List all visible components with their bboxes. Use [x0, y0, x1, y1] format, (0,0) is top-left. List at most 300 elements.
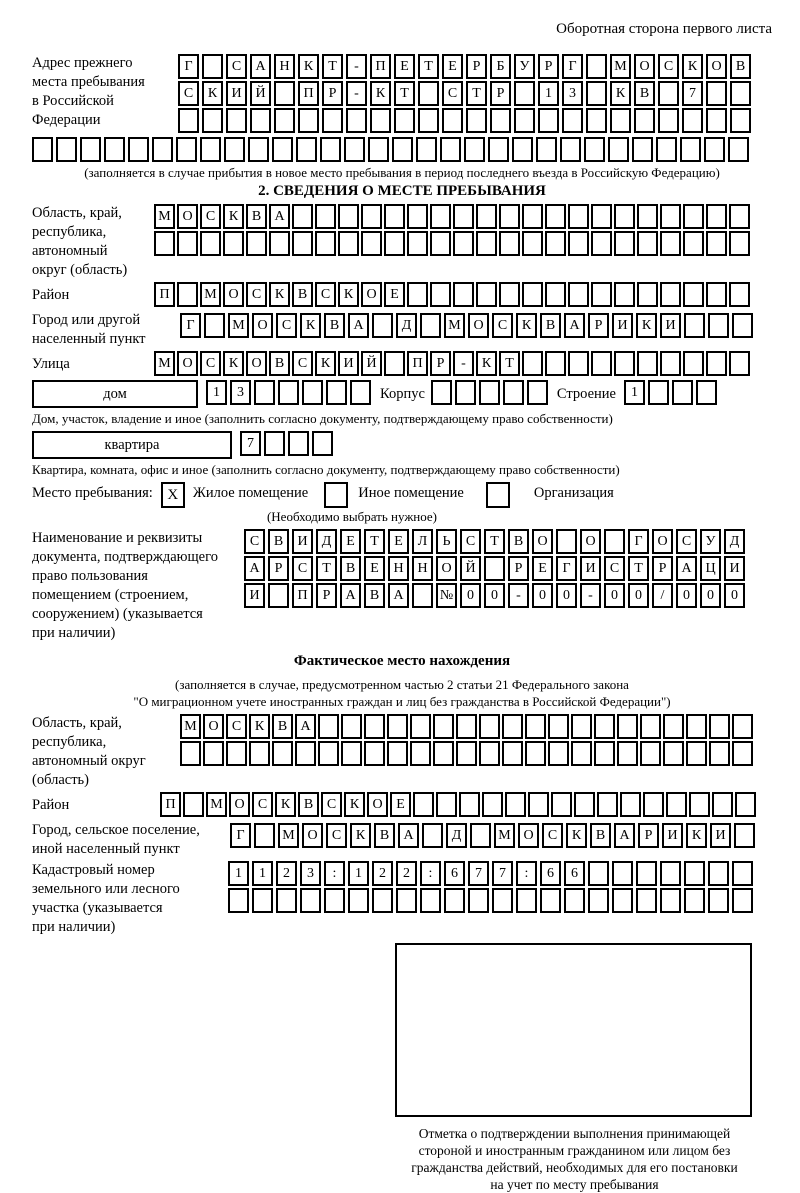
- char-box[interactable]: Р: [322, 81, 343, 106]
- char-box[interactable]: [632, 137, 653, 162]
- char-box[interactable]: К: [476, 351, 497, 376]
- char-box[interactable]: С: [658, 54, 679, 79]
- char-box[interactable]: [586, 108, 607, 133]
- char-box[interactable]: [453, 204, 474, 229]
- char-box[interactable]: [729, 231, 750, 256]
- char-box[interactable]: [488, 137, 509, 162]
- char-box[interactable]: [276, 888, 297, 913]
- char-box[interactable]: [540, 888, 561, 913]
- char-box[interactable]: [466, 108, 487, 133]
- char-box[interactable]: [732, 888, 753, 913]
- char-box[interactable]: [614, 282, 635, 307]
- char-box[interactable]: [538, 108, 559, 133]
- char-box[interactable]: [612, 888, 633, 913]
- char-box[interactable]: 0: [676, 583, 697, 608]
- char-box[interactable]: [709, 741, 730, 766]
- char-box[interactable]: [177, 282, 198, 307]
- char-box[interactable]: [440, 137, 461, 162]
- char-box[interactable]: [684, 888, 705, 913]
- char-box[interactable]: К: [300, 313, 321, 338]
- char-box[interactable]: [708, 888, 729, 913]
- char-box[interactable]: [551, 792, 572, 817]
- char-box[interactable]: [568, 231, 589, 256]
- char-box[interactable]: [318, 714, 339, 739]
- char-box[interactable]: [420, 888, 441, 913]
- char-box[interactable]: [384, 204, 405, 229]
- char-box[interactable]: [730, 81, 751, 106]
- char-box[interactable]: [732, 714, 753, 739]
- char-box[interactable]: Е: [532, 556, 553, 581]
- char-box[interactable]: [298, 108, 319, 133]
- char-box[interactable]: [456, 741, 477, 766]
- char-box[interactable]: [433, 714, 454, 739]
- char-box[interactable]: [505, 792, 526, 817]
- char-box[interactable]: А: [269, 204, 290, 229]
- char-box[interactable]: С: [676, 529, 697, 554]
- char-box[interactable]: [560, 137, 581, 162]
- char-box[interactable]: Т: [499, 351, 520, 376]
- char-box[interactable]: И: [244, 583, 265, 608]
- char-box[interactable]: П: [370, 54, 391, 79]
- char-box[interactable]: Г: [628, 529, 649, 554]
- char-box[interactable]: И: [292, 529, 313, 554]
- char-box[interactable]: [683, 231, 704, 256]
- char-box[interactable]: О: [367, 792, 388, 817]
- char-box[interactable]: [422, 823, 443, 848]
- char-box[interactable]: К: [269, 282, 290, 307]
- char-box[interactable]: [224, 137, 245, 162]
- char-box[interactable]: -: [453, 351, 474, 376]
- char-box[interactable]: [295, 741, 316, 766]
- char-box[interactable]: [479, 741, 500, 766]
- char-box[interactable]: [292, 204, 313, 229]
- char-box[interactable]: Т: [418, 54, 439, 79]
- char-box[interactable]: [470, 823, 491, 848]
- char-box[interactable]: Т: [364, 529, 385, 554]
- char-box[interactable]: Т: [628, 556, 649, 581]
- char-box[interactable]: 2: [276, 861, 297, 886]
- char-box[interactable]: [420, 313, 441, 338]
- char-box[interactable]: [442, 108, 463, 133]
- char-box[interactable]: [226, 741, 247, 766]
- char-box[interactable]: [288, 431, 309, 456]
- char-box[interactable]: [617, 714, 638, 739]
- char-box[interactable]: 7: [682, 81, 703, 106]
- char-box[interactable]: Р: [430, 351, 451, 376]
- char-box[interactable]: Ь: [436, 529, 457, 554]
- char-box[interactable]: [683, 351, 704, 376]
- char-box[interactable]: [658, 108, 679, 133]
- char-box[interactable]: [341, 741, 362, 766]
- char-box[interactable]: [614, 351, 635, 376]
- char-box[interactable]: К: [636, 313, 657, 338]
- char-box[interactable]: С: [244, 529, 265, 554]
- char-box[interactable]: П: [298, 81, 319, 106]
- char-box[interactable]: К: [298, 54, 319, 79]
- char-box[interactable]: [418, 81, 439, 106]
- char-box[interactable]: П: [160, 792, 181, 817]
- char-box[interactable]: 7: [240, 431, 261, 456]
- char-box[interactable]: 1: [538, 81, 559, 106]
- char-box[interactable]: [525, 741, 546, 766]
- char-box[interactable]: О: [361, 282, 382, 307]
- char-box[interactable]: С: [292, 351, 313, 376]
- char-box[interactable]: В: [540, 313, 561, 338]
- char-box[interactable]: 6: [444, 861, 465, 886]
- char-box[interactable]: [548, 714, 569, 739]
- char-box[interactable]: :: [324, 861, 345, 886]
- char-box[interactable]: [341, 714, 362, 739]
- char-box[interactable]: [586, 81, 607, 106]
- char-box[interactable]: Е: [364, 556, 385, 581]
- char-box[interactable]: Р: [490, 81, 511, 106]
- char-box[interactable]: [588, 888, 609, 913]
- char-box[interactable]: В: [364, 583, 385, 608]
- char-box[interactable]: [658, 81, 679, 106]
- char-box[interactable]: Н: [412, 556, 433, 581]
- char-box[interactable]: К: [344, 792, 365, 817]
- char-box[interactable]: [680, 137, 701, 162]
- char-box[interactable]: А: [676, 556, 697, 581]
- char-box[interactable]: [484, 556, 505, 581]
- char-box[interactable]: К: [275, 792, 296, 817]
- char-box[interactable]: [479, 714, 500, 739]
- char-box[interactable]: О: [252, 313, 273, 338]
- char-box[interactable]: [610, 108, 631, 133]
- char-box[interactable]: [249, 741, 270, 766]
- char-box[interactable]: [56, 137, 77, 162]
- char-box[interactable]: И: [338, 351, 359, 376]
- char-box[interactable]: [482, 792, 503, 817]
- char-box[interactable]: [272, 741, 293, 766]
- char-box[interactable]: В: [730, 54, 751, 79]
- char-box[interactable]: [361, 231, 382, 256]
- char-box[interactable]: [346, 108, 367, 133]
- char-box[interactable]: [479, 380, 500, 405]
- char-box[interactable]: [564, 888, 585, 913]
- char-box[interactable]: [476, 204, 497, 229]
- char-box[interactable]: [684, 861, 705, 886]
- char-box[interactable]: 0: [484, 583, 505, 608]
- char-box[interactable]: [637, 231, 658, 256]
- char-box[interactable]: [528, 792, 549, 817]
- char-box[interactable]: [502, 741, 523, 766]
- char-box[interactable]: [499, 204, 520, 229]
- char-box[interactable]: Т: [484, 529, 505, 554]
- char-box[interactable]: [732, 861, 753, 886]
- char-box[interactable]: [660, 888, 681, 913]
- char-box[interactable]: К: [338, 282, 359, 307]
- char-box[interactable]: [660, 861, 681, 886]
- char-box[interactable]: [706, 81, 727, 106]
- char-box[interactable]: [384, 231, 405, 256]
- char-box[interactable]: [248, 137, 269, 162]
- char-box[interactable]: [503, 380, 524, 405]
- char-box[interactable]: [614, 204, 635, 229]
- char-box[interactable]: [522, 351, 543, 376]
- char-box[interactable]: [476, 282, 497, 307]
- char-box[interactable]: [684, 313, 705, 338]
- char-box[interactable]: А: [388, 583, 409, 608]
- char-box[interactable]: С: [326, 823, 347, 848]
- char-box[interactable]: С: [178, 81, 199, 106]
- char-box[interactable]: :: [420, 861, 441, 886]
- char-box[interactable]: [706, 231, 727, 256]
- char-box[interactable]: [536, 137, 557, 162]
- char-box[interactable]: [708, 313, 729, 338]
- char-box[interactable]: Р: [652, 556, 673, 581]
- char-box[interactable]: [689, 792, 710, 817]
- char-box[interactable]: Р: [268, 556, 289, 581]
- char-box[interactable]: А: [398, 823, 419, 848]
- char-box[interactable]: [706, 204, 727, 229]
- char-box[interactable]: [476, 231, 497, 256]
- char-box[interactable]: [706, 108, 727, 133]
- char-box[interactable]: Р: [638, 823, 659, 848]
- char-box[interactable]: [591, 231, 612, 256]
- char-box[interactable]: К: [249, 714, 270, 739]
- char-box[interactable]: -: [508, 583, 529, 608]
- char-box[interactable]: У: [700, 529, 721, 554]
- char-box[interactable]: Е: [384, 282, 405, 307]
- char-box[interactable]: [574, 792, 595, 817]
- char-box[interactable]: [522, 231, 543, 256]
- char-box[interactable]: 1: [624, 380, 645, 405]
- char-box[interactable]: [640, 741, 661, 766]
- char-box[interactable]: [326, 380, 347, 405]
- char-box[interactable]: Т: [394, 81, 415, 106]
- char-box[interactable]: [588, 861, 609, 886]
- char-box[interactable]: О: [223, 282, 244, 307]
- char-box[interactable]: С: [200, 351, 221, 376]
- char-box[interactable]: [226, 108, 247, 133]
- char-box[interactable]: [643, 792, 664, 817]
- char-box[interactable]: [682, 108, 703, 133]
- char-box[interactable]: [176, 137, 197, 162]
- char-box[interactable]: [637, 204, 658, 229]
- char-box[interactable]: В: [324, 313, 345, 338]
- char-box[interactable]: [223, 231, 244, 256]
- char-box[interactable]: [444, 888, 465, 913]
- char-box[interactable]: 0: [628, 583, 649, 608]
- char-box[interactable]: [548, 741, 569, 766]
- char-box[interactable]: [431, 380, 452, 405]
- char-box[interactable]: [302, 380, 323, 405]
- char-box[interactable]: [709, 714, 730, 739]
- char-box[interactable]: С: [246, 282, 267, 307]
- char-box[interactable]: [612, 861, 633, 886]
- char-box[interactable]: [584, 137, 605, 162]
- char-box[interactable]: [407, 204, 428, 229]
- char-box[interactable]: [252, 888, 273, 913]
- char-box[interactable]: С: [492, 313, 513, 338]
- char-box[interactable]: Д: [396, 313, 417, 338]
- char-box[interactable]: [556, 529, 577, 554]
- char-box[interactable]: [396, 888, 417, 913]
- char-box[interactable]: [407, 231, 428, 256]
- char-box[interactable]: [387, 714, 408, 739]
- char-box[interactable]: 0: [604, 583, 625, 608]
- char-box[interactable]: [704, 137, 725, 162]
- char-box[interactable]: [617, 741, 638, 766]
- char-box[interactable]: [591, 282, 612, 307]
- char-box[interactable]: [364, 741, 385, 766]
- char-box[interactable]: [412, 583, 433, 608]
- char-box[interactable]: [545, 351, 566, 376]
- char-box[interactable]: [104, 137, 125, 162]
- char-box[interactable]: [344, 137, 365, 162]
- char-box[interactable]: [672, 380, 693, 405]
- char-box[interactable]: 0: [532, 583, 553, 608]
- char-box[interactable]: Е: [442, 54, 463, 79]
- char-box[interactable]: К: [516, 313, 537, 338]
- char-box[interactable]: В: [298, 792, 319, 817]
- char-box[interactable]: И: [226, 81, 247, 106]
- char-box[interactable]: [361, 204, 382, 229]
- char-box[interactable]: С: [226, 54, 247, 79]
- char-box[interactable]: [292, 231, 313, 256]
- char-box[interactable]: [660, 231, 681, 256]
- char-box[interactable]: Г: [556, 556, 577, 581]
- char-box[interactable]: П: [407, 351, 428, 376]
- char-box[interactable]: О: [246, 351, 267, 376]
- char-box[interactable]: О: [532, 529, 553, 554]
- char-box[interactable]: В: [246, 204, 267, 229]
- char-box[interactable]: [152, 137, 173, 162]
- char-box[interactable]: [502, 714, 523, 739]
- char-box[interactable]: [410, 714, 431, 739]
- char-box[interactable]: С: [321, 792, 342, 817]
- char-box[interactable]: Й: [250, 81, 271, 106]
- char-box[interactable]: [660, 351, 681, 376]
- char-box[interactable]: Е: [390, 792, 411, 817]
- char-box[interactable]: С: [276, 313, 297, 338]
- char-box[interactable]: М: [228, 313, 249, 338]
- char-box[interactable]: 1: [206, 380, 227, 405]
- char-box[interactable]: [128, 137, 149, 162]
- char-box[interactable]: 7: [468, 861, 489, 886]
- char-box[interactable]: [418, 108, 439, 133]
- char-box[interactable]: Й: [361, 351, 382, 376]
- char-box[interactable]: И: [660, 313, 681, 338]
- char-box[interactable]: [177, 231, 198, 256]
- char-box[interactable]: [203, 741, 224, 766]
- char-box[interactable]: [80, 137, 101, 162]
- char-box[interactable]: О: [177, 351, 198, 376]
- char-box[interactable]: [268, 583, 289, 608]
- char-box[interactable]: В: [292, 282, 313, 307]
- char-box[interactable]: Г: [178, 54, 199, 79]
- char-box[interactable]: [394, 108, 415, 133]
- char-box[interactable]: [637, 351, 658, 376]
- char-box[interactable]: Е: [388, 529, 409, 554]
- char-box[interactable]: [663, 714, 684, 739]
- char-box[interactable]: В: [269, 351, 290, 376]
- char-box[interactable]: 3: [230, 380, 251, 405]
- char-box[interactable]: О: [177, 204, 198, 229]
- char-box[interactable]: [571, 741, 592, 766]
- char-box[interactable]: [456, 714, 477, 739]
- char-box[interactable]: [729, 351, 750, 376]
- char-box[interactable]: О: [203, 714, 224, 739]
- char-box[interactable]: [490, 108, 511, 133]
- char-box[interactable]: [522, 204, 543, 229]
- char-box[interactable]: [202, 108, 223, 133]
- char-box[interactable]: 0: [700, 583, 721, 608]
- char-box[interactable]: [634, 108, 655, 133]
- char-box[interactable]: А: [250, 54, 271, 79]
- char-box[interactable]: Л: [412, 529, 433, 554]
- char-box[interactable]: 3: [300, 861, 321, 886]
- char-box[interactable]: В: [508, 529, 529, 554]
- char-box[interactable]: П: [154, 282, 175, 307]
- char-box[interactable]: [228, 888, 249, 913]
- char-box[interactable]: [315, 231, 336, 256]
- char-box[interactable]: О: [229, 792, 250, 817]
- char-box[interactable]: И: [710, 823, 731, 848]
- char-box[interactable]: В: [374, 823, 395, 848]
- char-box[interactable]: А: [348, 313, 369, 338]
- char-box[interactable]: [614, 231, 635, 256]
- char-box[interactable]: Д: [446, 823, 467, 848]
- char-box[interactable]: [430, 282, 451, 307]
- char-box[interactable]: 0: [724, 583, 745, 608]
- char-box[interactable]: Ц: [700, 556, 721, 581]
- char-box[interactable]: [269, 231, 290, 256]
- char-box[interactable]: [368, 137, 389, 162]
- char-box[interactable]: К: [315, 351, 336, 376]
- char-box[interactable]: М: [200, 282, 221, 307]
- char-box[interactable]: К: [686, 823, 707, 848]
- char-box[interactable]: М: [154, 351, 175, 376]
- char-box[interactable]: [492, 888, 513, 913]
- char-box[interactable]: [350, 380, 371, 405]
- char-box[interactable]: [640, 714, 661, 739]
- char-box[interactable]: [708, 861, 729, 886]
- char-box[interactable]: [648, 380, 669, 405]
- char-box[interactable]: [416, 137, 437, 162]
- char-box[interactable]: К: [566, 823, 587, 848]
- char-box[interactable]: [568, 282, 589, 307]
- char-box[interactable]: К: [202, 81, 223, 106]
- char-box[interactable]: [636, 861, 657, 886]
- char-box[interactable]: [568, 351, 589, 376]
- char-box[interactable]: А: [340, 583, 361, 608]
- char-box[interactable]: [430, 231, 451, 256]
- char-box[interactable]: [436, 792, 457, 817]
- char-box[interactable]: М: [444, 313, 465, 338]
- char-box[interactable]: [320, 137, 341, 162]
- char-box[interactable]: [499, 231, 520, 256]
- char-box[interactable]: К: [682, 54, 703, 79]
- char-box[interactable]: [734, 823, 755, 848]
- char-box[interactable]: 1: [348, 861, 369, 886]
- char-box[interactable]: [706, 282, 727, 307]
- char-box[interactable]: Т: [322, 54, 343, 79]
- char-box[interactable]: [278, 380, 299, 405]
- char-box[interactable]: [637, 282, 658, 307]
- char-box[interactable]: [430, 204, 451, 229]
- char-box[interactable]: К: [350, 823, 371, 848]
- char-box[interactable]: [686, 714, 707, 739]
- char-box[interactable]: -: [580, 583, 601, 608]
- char-box[interactable]: [178, 108, 199, 133]
- char-box[interactable]: Б: [490, 54, 511, 79]
- char-box[interactable]: [656, 137, 677, 162]
- char-box[interactable]: -: [346, 54, 367, 79]
- char-box[interactable]: [274, 81, 295, 106]
- char-box[interactable]: 1: [228, 861, 249, 886]
